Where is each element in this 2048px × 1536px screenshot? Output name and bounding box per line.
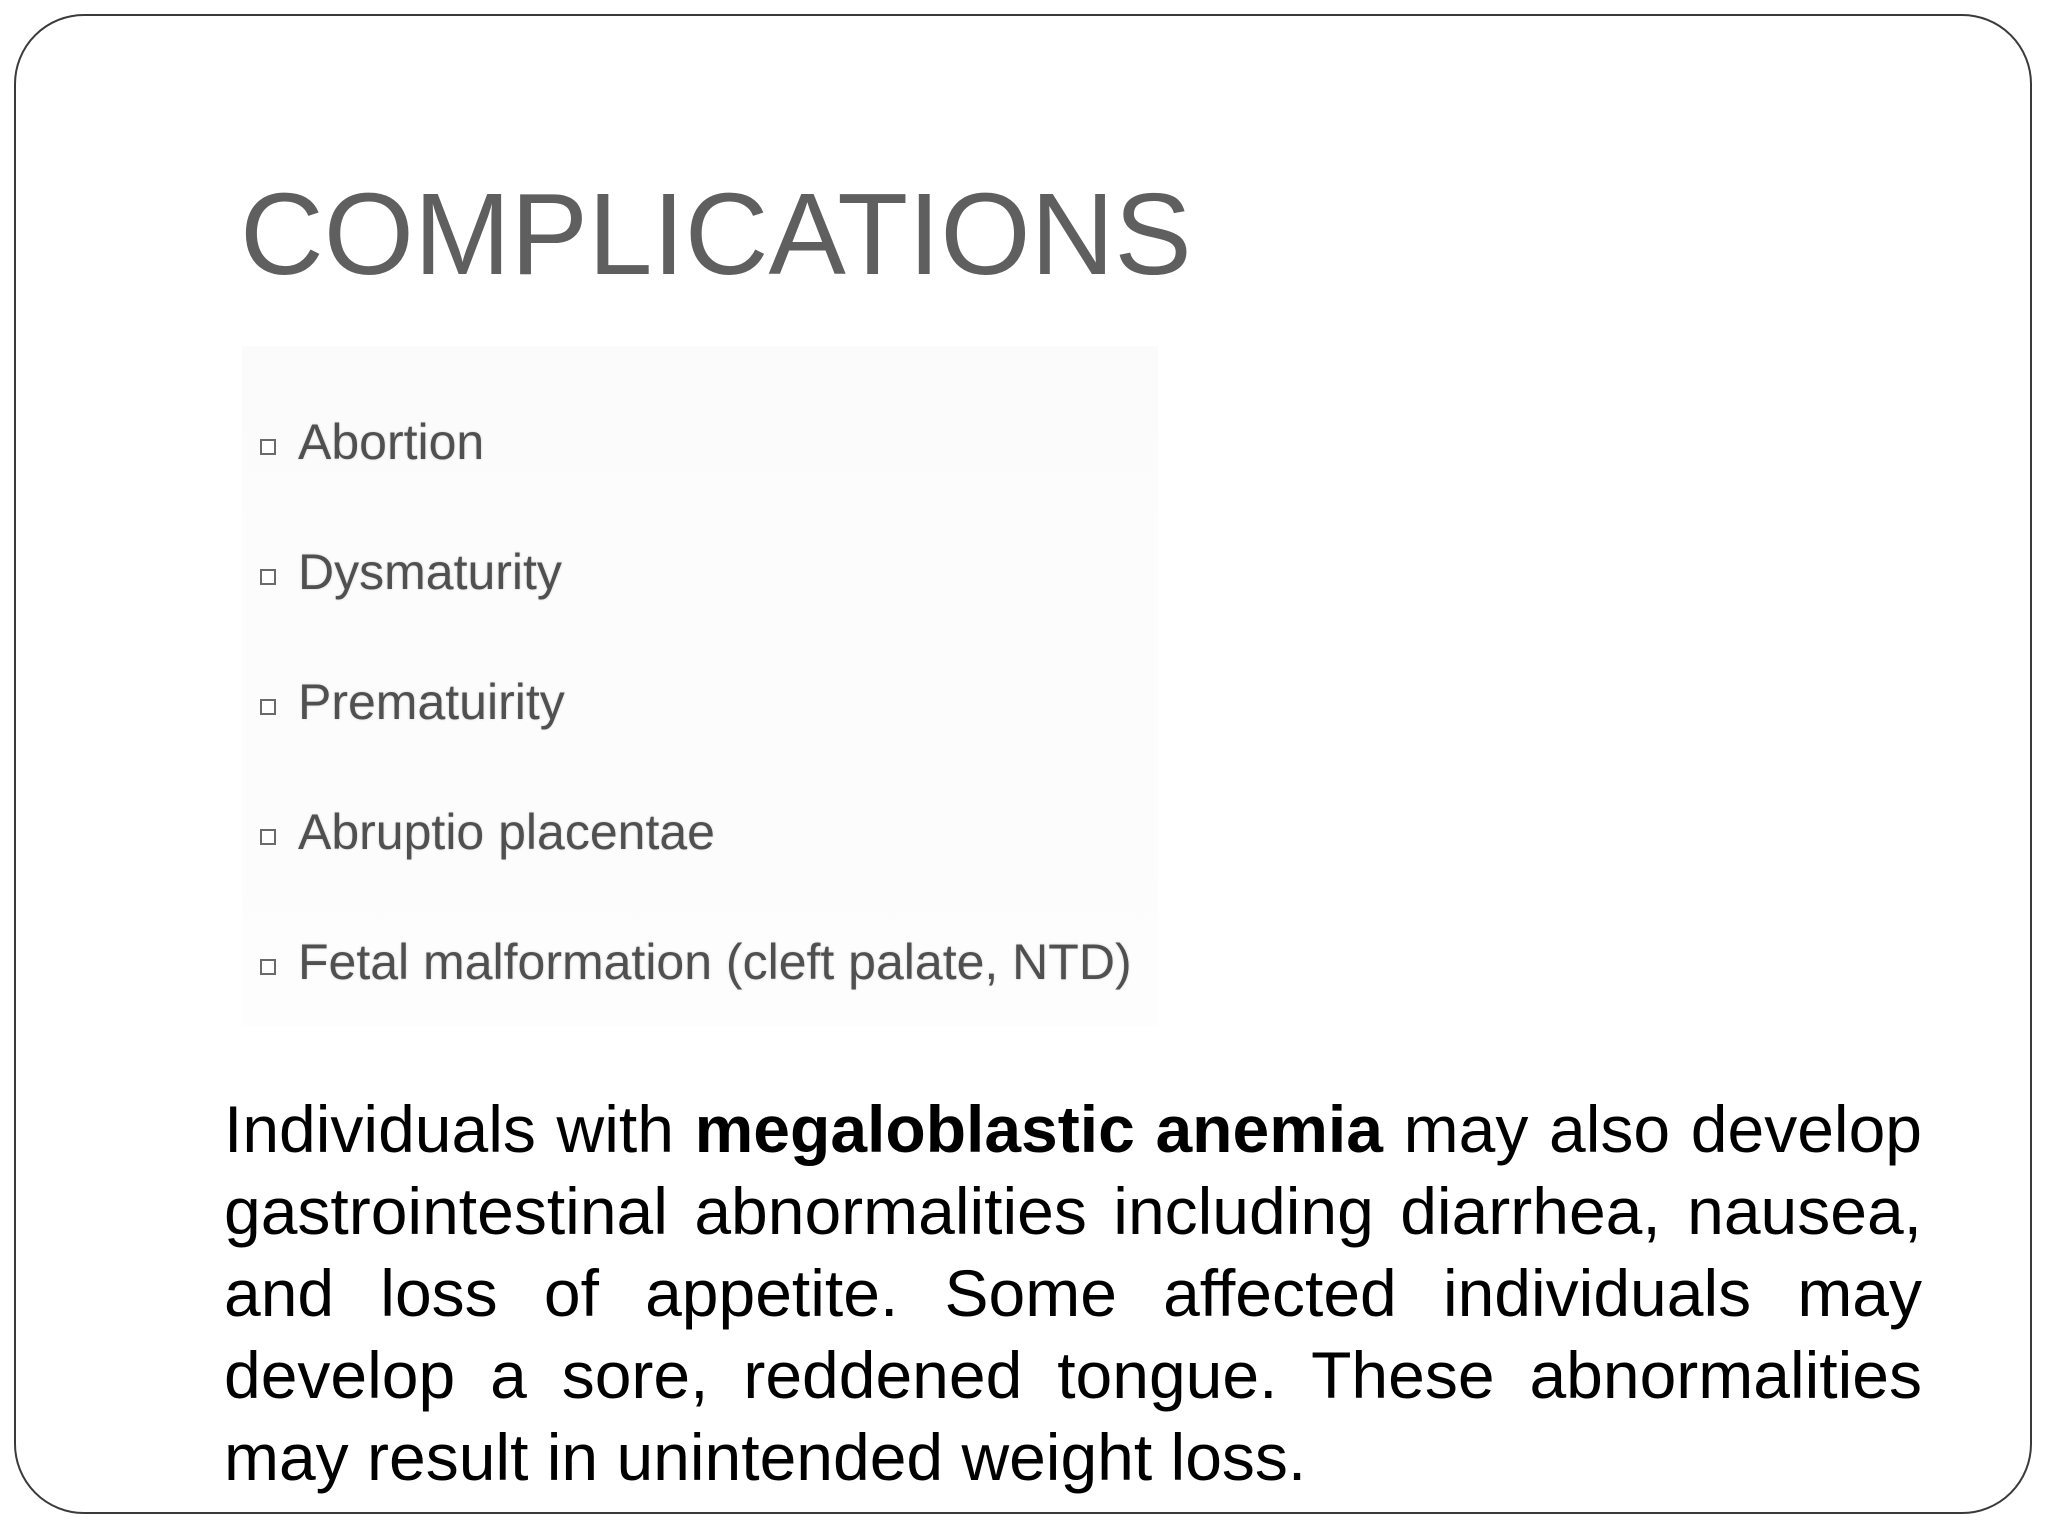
list-item-label: Fetal malformation (cleft palate, NTD) (298, 934, 1132, 990)
list-item-label: Abortion (298, 414, 485, 470)
hollow-square-icon (260, 959, 276, 975)
slide-frame (14, 14, 2032, 1514)
list-item-label: Prematuirity (298, 674, 565, 730)
slide-title: COMPLICATIONS (240, 169, 1192, 299)
body-paragraph (224, 1088, 1922, 1498)
hollow-square-icon (260, 569, 276, 585)
complications-list-image (242, 346, 1158, 1026)
hollow-square-icon (260, 829, 276, 845)
list-item-label: Abruptio placentae (298, 804, 715, 860)
paragraph-bold-term: megaloblastic anemia (694, 1092, 1383, 1166)
list-item-abruptio-placentae (260, 802, 715, 862)
paragraph-text-before: Individuals with (224, 1092, 695, 1166)
list-item-abortion (260, 412, 484, 472)
list-item-fetal-malformation (260, 932, 1132, 992)
hollow-square-icon (260, 699, 276, 715)
list-item-label: Dysmaturity (298, 544, 562, 600)
paragraph-text-after: may also develop gastrointestinal abnormalities including diarrhea, nausea, and loss of appetite. Some affected individuals may develop a sore, reddened tongue. These abnormalities may result in unintended weight loss. (224, 1092, 1922, 1494)
hollow-square-icon (260, 439, 276, 455)
list-item-dysmaturity (260, 542, 562, 602)
list-item-prematurity (260, 672, 565, 732)
